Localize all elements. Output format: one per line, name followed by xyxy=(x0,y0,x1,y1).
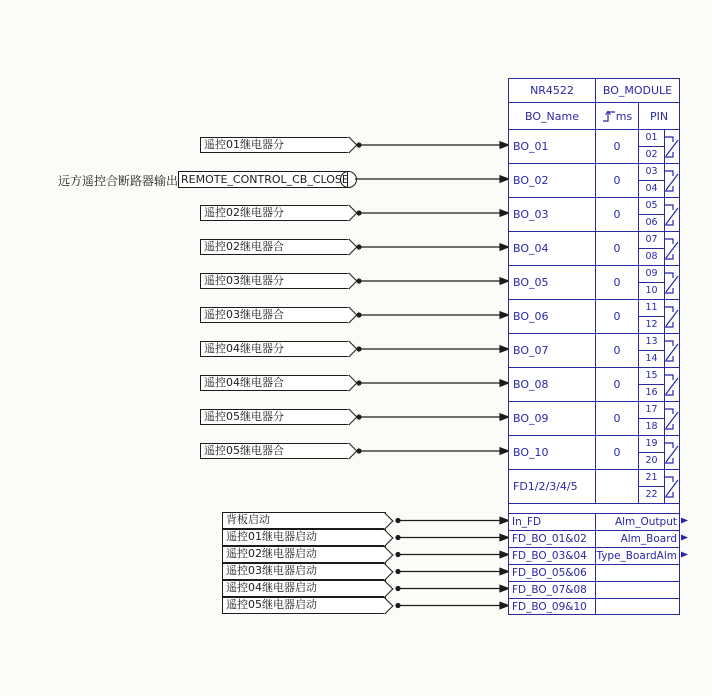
fd-output-cell: Alm_Output xyxy=(614,516,677,528)
input-tag: 遥控02继电器合 xyxy=(200,239,350,255)
relay-contact-icon xyxy=(664,165,680,197)
relay-contact-icon xyxy=(664,301,680,333)
pin-pair xyxy=(639,368,665,401)
column-header-ms xyxy=(596,103,639,129)
pin-number: 04 xyxy=(645,183,658,195)
module-name: BO_MODULE xyxy=(602,84,673,97)
pulse-edge-icon xyxy=(602,108,616,124)
pin-number: 15 xyxy=(639,368,664,385)
bo-name-cell: BO_05 xyxy=(509,266,596,299)
bo-name-cell: BO_03 xyxy=(509,198,596,231)
start-tag: 遥控03继电器启动 xyxy=(222,563,386,580)
bo-row xyxy=(509,435,679,469)
pin-pair xyxy=(639,232,665,265)
pin-number: 11 xyxy=(639,300,664,317)
module-part-number: NR4522 xyxy=(509,79,596,102)
bo-ms-cell: 0 xyxy=(596,198,639,231)
bo-module-table xyxy=(508,78,680,615)
pin-number: 03 xyxy=(639,164,664,181)
fd-row xyxy=(509,581,679,598)
bo-ms-cell: 0 xyxy=(596,334,639,367)
pin-number: 02 xyxy=(645,149,658,161)
pin-number: 16 xyxy=(645,387,658,399)
fd-output-cell xyxy=(596,599,679,615)
pin-pair xyxy=(639,300,665,333)
module-header-row xyxy=(509,79,679,102)
fd-ms-cell xyxy=(596,470,639,503)
ms-label: ms xyxy=(615,109,633,123)
bo-ms-cell: 0 xyxy=(596,130,639,163)
fd-output-cell xyxy=(596,582,679,598)
fd-pins-row xyxy=(509,469,679,503)
bo-row xyxy=(509,265,679,299)
pin-number: 12 xyxy=(645,319,658,331)
input-tag: 遥控04继电器合 xyxy=(200,375,350,391)
pin-number: 01 xyxy=(639,130,664,147)
bo-row xyxy=(509,129,679,163)
bo-row xyxy=(509,163,679,197)
pin-pair xyxy=(639,164,665,197)
bo-name-cell: BO_07 xyxy=(509,334,596,367)
fd-output-cell: Type_BoardAlm xyxy=(596,550,677,562)
fd-output-cell: Alm_Board xyxy=(620,533,677,545)
start-tag: 遥控04继电器启动 xyxy=(222,580,386,597)
fd-row xyxy=(509,513,679,530)
fd-signal-cell: In_FD xyxy=(509,514,596,530)
relay-contact-icon xyxy=(664,403,680,435)
start-tag: 遥控05继电器启动 xyxy=(222,597,386,614)
pin-pair xyxy=(639,470,665,503)
relay-contact-icon xyxy=(664,233,680,265)
pin-number: 20 xyxy=(645,455,658,467)
fd-output-cell xyxy=(596,565,679,581)
fd-signal-cell: FD_BO_01&02 xyxy=(509,531,596,547)
fd-signal-cell: FD_BO_05&06 xyxy=(509,565,596,581)
relay-contact-icon xyxy=(664,131,680,163)
bo-ms-cell: 0 xyxy=(596,436,639,469)
bo-ms-cell: 0 xyxy=(596,368,639,401)
column-header-pin: PIN xyxy=(649,109,669,123)
bo-name-cell: BO_06 xyxy=(509,300,596,333)
column-header-bo-name: BO_Name xyxy=(509,103,596,129)
pin-number: 19 xyxy=(639,436,664,453)
pin-pair xyxy=(639,334,665,367)
pin-number: 07 xyxy=(639,232,664,249)
bo-name-cell: BO_01 xyxy=(509,130,596,163)
pin-pair xyxy=(639,130,665,163)
input-tag: 遥控04继电器分 xyxy=(200,341,350,357)
fd-row xyxy=(509,564,679,581)
start-tag: 遥控02继电器启动 xyxy=(222,546,386,563)
pin-number: 22 xyxy=(645,489,658,501)
side-note: 远方遥控合断路器输出 xyxy=(58,174,179,188)
bo-name-cell: BO_04 xyxy=(509,232,596,265)
bo-ms-cell: 0 xyxy=(596,402,639,435)
fd-signal-cell: FD_BO_07&08 xyxy=(509,582,596,598)
input-tag: 遥控02继电器分 xyxy=(200,205,350,221)
inversion-bubble-icon xyxy=(340,171,357,188)
input-tag: 遥控05继电器分 xyxy=(200,409,350,425)
fd-signal-cell: FD_BO_09&10 xyxy=(509,599,596,615)
bo-ms-cell: 0 xyxy=(596,164,639,197)
bo-row xyxy=(509,299,679,333)
bo-row xyxy=(509,231,679,265)
bo-ms-cell: 0 xyxy=(596,266,639,299)
input-tag: 遥控03继电器合 xyxy=(200,307,350,323)
pin-number: 17 xyxy=(639,402,664,419)
remote-control-box: REMOTE_CONTROL_CB_CLOSE xyxy=(178,171,348,188)
relay-contact-icon xyxy=(664,335,680,367)
pin-number: 21 xyxy=(639,470,664,487)
bo-row xyxy=(509,197,679,231)
pin-number: 13 xyxy=(639,334,664,351)
column-header-row xyxy=(509,102,679,129)
relay-contact-icon xyxy=(664,199,680,231)
spacer-row xyxy=(509,503,679,513)
input-tag: 遥控05继电器合 xyxy=(200,443,350,459)
fd-row xyxy=(509,598,679,615)
fd-row xyxy=(509,547,679,564)
bo-name-cell: BO_02 xyxy=(509,164,596,197)
pin-number: 10 xyxy=(645,285,658,297)
bo-ms-cell: 0 xyxy=(596,300,639,333)
fd-signal-cell: FD_BO_03&04 xyxy=(509,548,596,564)
fd-name-cell: FD1/2/3/4/5 xyxy=(509,470,596,503)
bo-row xyxy=(509,333,679,367)
input-tag: 遥控01继电器分 xyxy=(200,137,350,153)
relay-contact-icon xyxy=(664,267,680,299)
bo-name-cell: BO_10 xyxy=(509,436,596,469)
bo-ms-cell: 0 xyxy=(596,232,639,265)
fd-row xyxy=(509,530,679,547)
relay-contact-icon xyxy=(664,369,680,401)
relay-contact-icon xyxy=(664,437,680,469)
bo-row xyxy=(509,401,679,435)
start-tag: 遥控01继电器启动 xyxy=(222,529,386,546)
pin-number: 18 xyxy=(645,421,658,433)
pin-number: 06 xyxy=(645,217,658,229)
pin-pair xyxy=(639,198,665,231)
start-tag: 背板启动 xyxy=(222,512,386,529)
bo-row xyxy=(509,367,679,401)
pin-pair xyxy=(639,402,665,435)
pin-number: 09 xyxy=(639,266,664,283)
pin-number: 14 xyxy=(645,353,658,365)
pin-pair xyxy=(639,266,665,299)
pin-number: 08 xyxy=(645,251,658,263)
pin-pair xyxy=(639,436,665,469)
bo-name-cell: BO_09 xyxy=(509,402,596,435)
relay-contact-icon xyxy=(664,471,680,503)
bo-name-cell: BO_08 xyxy=(509,368,596,401)
input-tag: 遥控03继电器分 xyxy=(200,273,350,289)
pin-number: 05 xyxy=(639,198,664,215)
